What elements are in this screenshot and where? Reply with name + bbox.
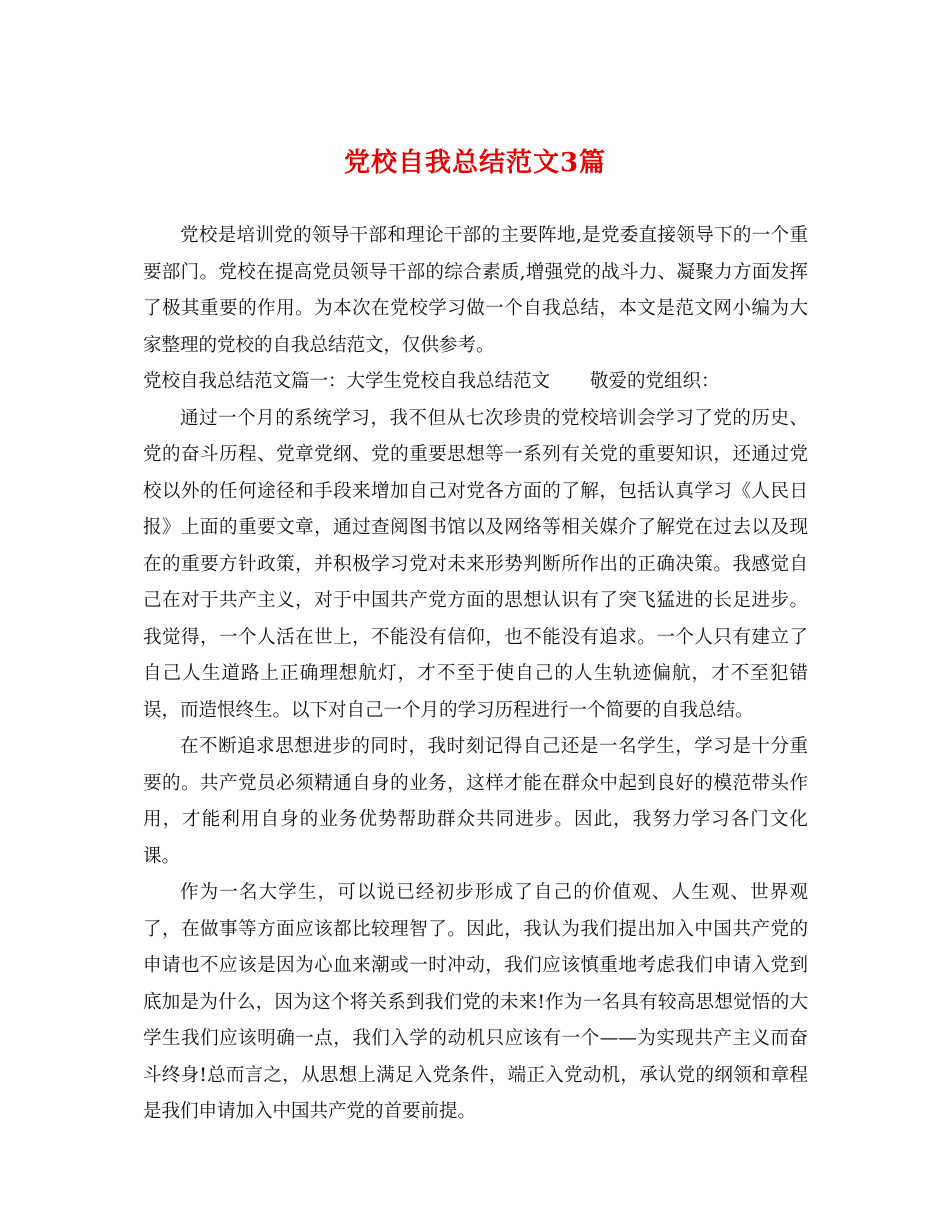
document-title: 党校自我总结范文3篇: [343, 148, 607, 178]
body-paragraph: 在不断追求思想进步的同时，我时刻记得自己还是一名学生，学习是十分重要的。共产党员必须精通自身的业务，这样才能在群众中起到良好的模范带头作用，才能利用自身的业务优势帮助群众共同进步。因此，我努力学习各门文化课。: [143, 736, 808, 867]
body-paragraph: 作为一名大学生，可以说已经初步形成了自己的价值观、人生观、世界观了，在做事等方面应该都比较理智了。因此，我认为我们提出加入中国共产党的申请也不应该是因为心血来潮或一时冲动，我们应该慎重地考虑我们申请入党到底加是为什么，因为这个将关系到我们党的未来!作为一名具有较高思想觉悟的大学生我们应该明确一点，我们入学的动机只应该有一个——为实现共产主义而奋斗终身!总而言之，从思想上满足入党条件，端正入党动机，承认党的纲领和章程是我们申请加入中国共产党的首要前提。: [143, 882, 809, 1122]
section-heading: 党校自我总结范文篇一：大学生党校自我总结范文: [143, 371, 551, 392]
document-body: [143, 218, 808, 1131]
section-heading-line: [143, 364, 808, 401]
intro-paragraph: 党校是培训党的领导干部和理论干部的主要阵地,是党委直接领导下的一个重要部门。党校在提高党员领导干部的综合素质,增强党的战斗力、凝聚力方面发挥了极其重要的作用。为本次在党校学习做一个自我总结，本文是范文网小编为大家整理的党校的自我总结范文，仅供参考。: [143, 225, 808, 356]
body-paragraph: 通过一个月的系统学习，我不但从七次珍贵的党校培训会学习了党的历史、党的奋斗历程、党章党纲、党的重要思想等一系列有关党的重要知识，还通过党校以外的任何途径和手段来增加自己对党各方面的了解，包括认真学习《人民日报》上面的重要文章，通过查阅图书馆以及网络等相关媒介了解党在过去以及现在的重要方针政策，并积极学习党对未来形势判断所作出的正确决策。我感觉自己在对于共产主义，对于中国共产党方面的思想认识有了突飞猛进的长足进步。我觉得，一个人活在世上，不能没有信仰，也不能没有追求。一个人只有建立了自己人生道路上正确理想航灯，才不至于使自己的人生轨迹偏航，才不至犯错误，而造恨终生。以下对自己一个月的学习历程进行一个简要的自我总结。: [143, 407, 808, 721]
salutation: 敬爱的党组织：: [590, 371, 720, 392]
